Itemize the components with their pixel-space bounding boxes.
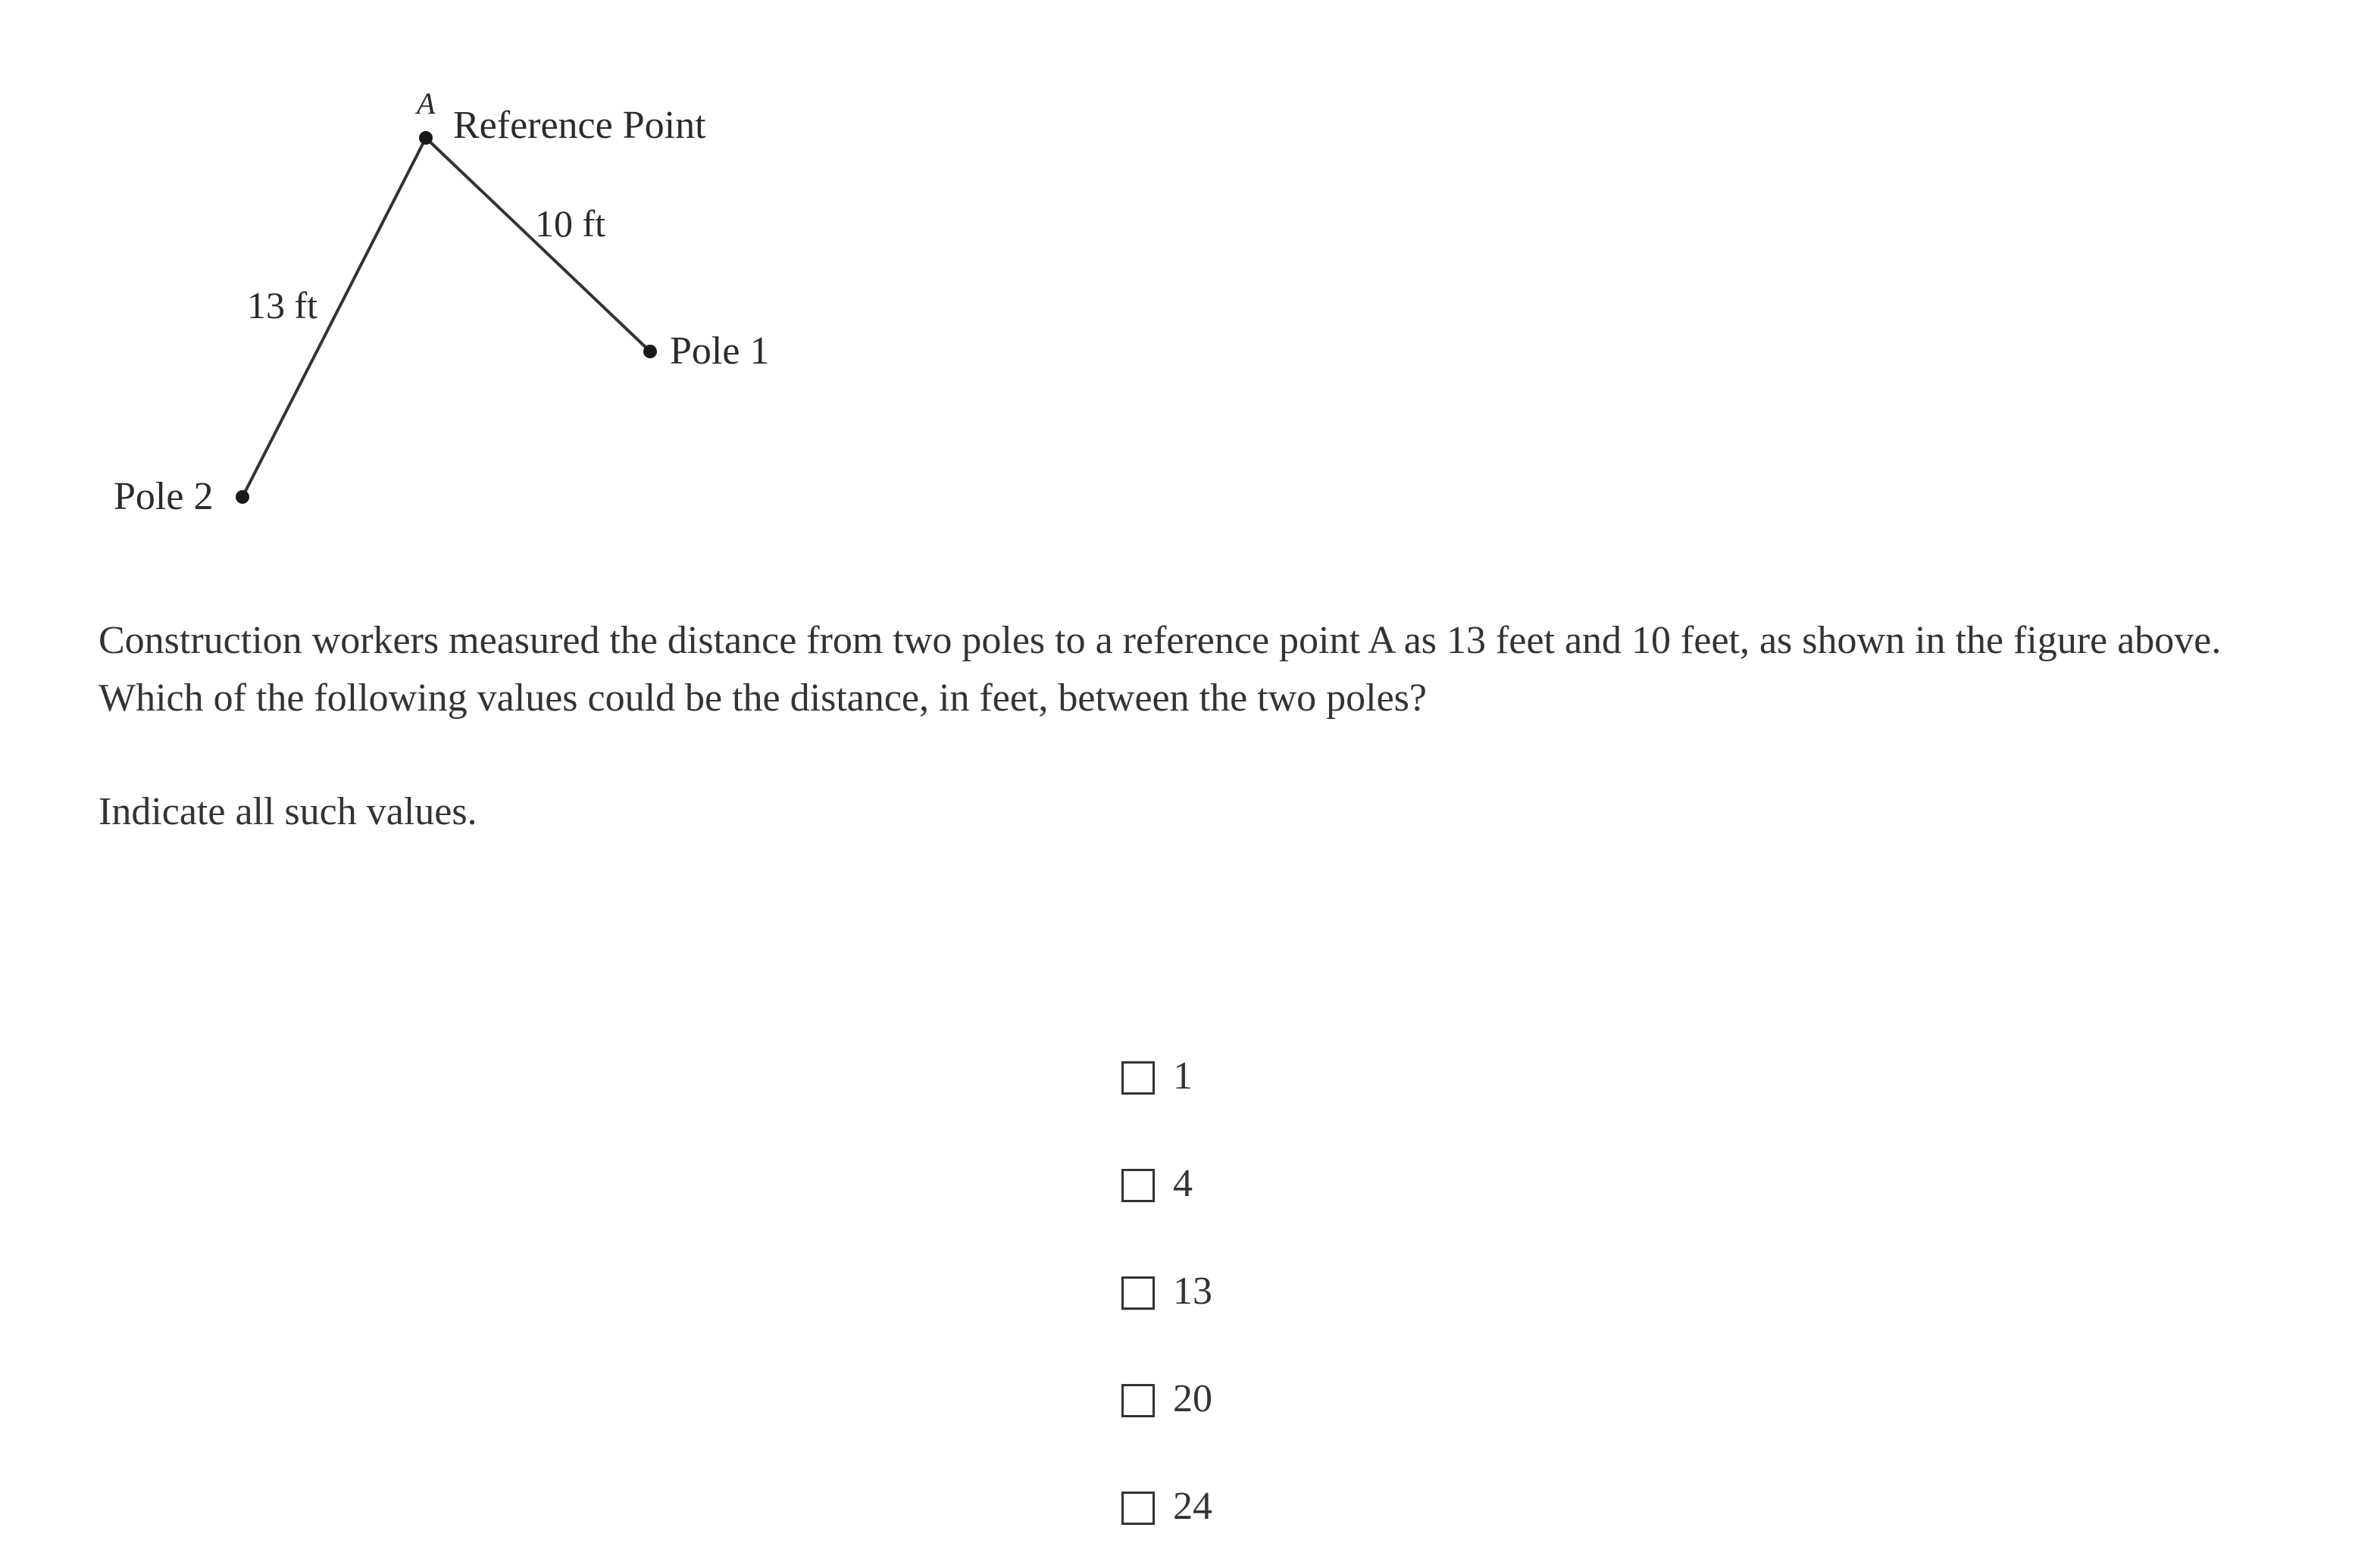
choice-label: 13: [1173, 1270, 1212, 1313]
segment-a-to-pole1: [426, 138, 650, 351]
pole1-dot: [643, 345, 657, 358]
instruction-text: Indicate all such values.: [99, 790, 477, 833]
checkbox[interactable]: [1121, 1169, 1155, 1202]
choice-option-24[interactable]: [1121, 1454, 1212, 1562]
choice-label: 1: [1173, 1054, 1193, 1098]
pole2-dot: [236, 490, 249, 504]
checkbox[interactable]: [1121, 1061, 1155, 1095]
point-a-letter: A: [417, 86, 436, 120]
distance-figure: [0, 0, 833, 545]
choice-option-20[interactable]: [1121, 1347, 1212, 1454]
choice-label: 20: [1173, 1377, 1212, 1420]
segment-a-pole1-length: 10 ft: [535, 202, 606, 245]
point-a-dot: [419, 131, 433, 145]
segment-a-pole2-length: 13 ft: [247, 284, 318, 326]
choice-label: 24: [1173, 1485, 1212, 1528]
reference-point-label: Reference Point: [453, 104, 706, 147]
pole1-label: Pole 1: [670, 330, 770, 373]
choice-label: 4: [1173, 1162, 1193, 1205]
checkbox[interactable]: [1121, 1492, 1155, 1525]
question-text: Construction workers measured the distance from two poles to a reference point A as 13 feet and 10 feet, as shown in the figure above. Which of the following values could be the distance, in feet, between the two poles?: [99, 619, 2222, 720]
checkbox[interactable]: [1121, 1276, 1155, 1310]
pole2-label: Pole 2: [114, 475, 214, 518]
choice-option-13[interactable]: [1121, 1239, 1212, 1347]
choice-option-1[interactable]: [1121, 1024, 1212, 1132]
checkbox[interactable]: [1121, 1384, 1155, 1417]
answer-choices: [1121, 1024, 1212, 1562]
choice-option-4[interactable]: [1121, 1132, 1212, 1239]
